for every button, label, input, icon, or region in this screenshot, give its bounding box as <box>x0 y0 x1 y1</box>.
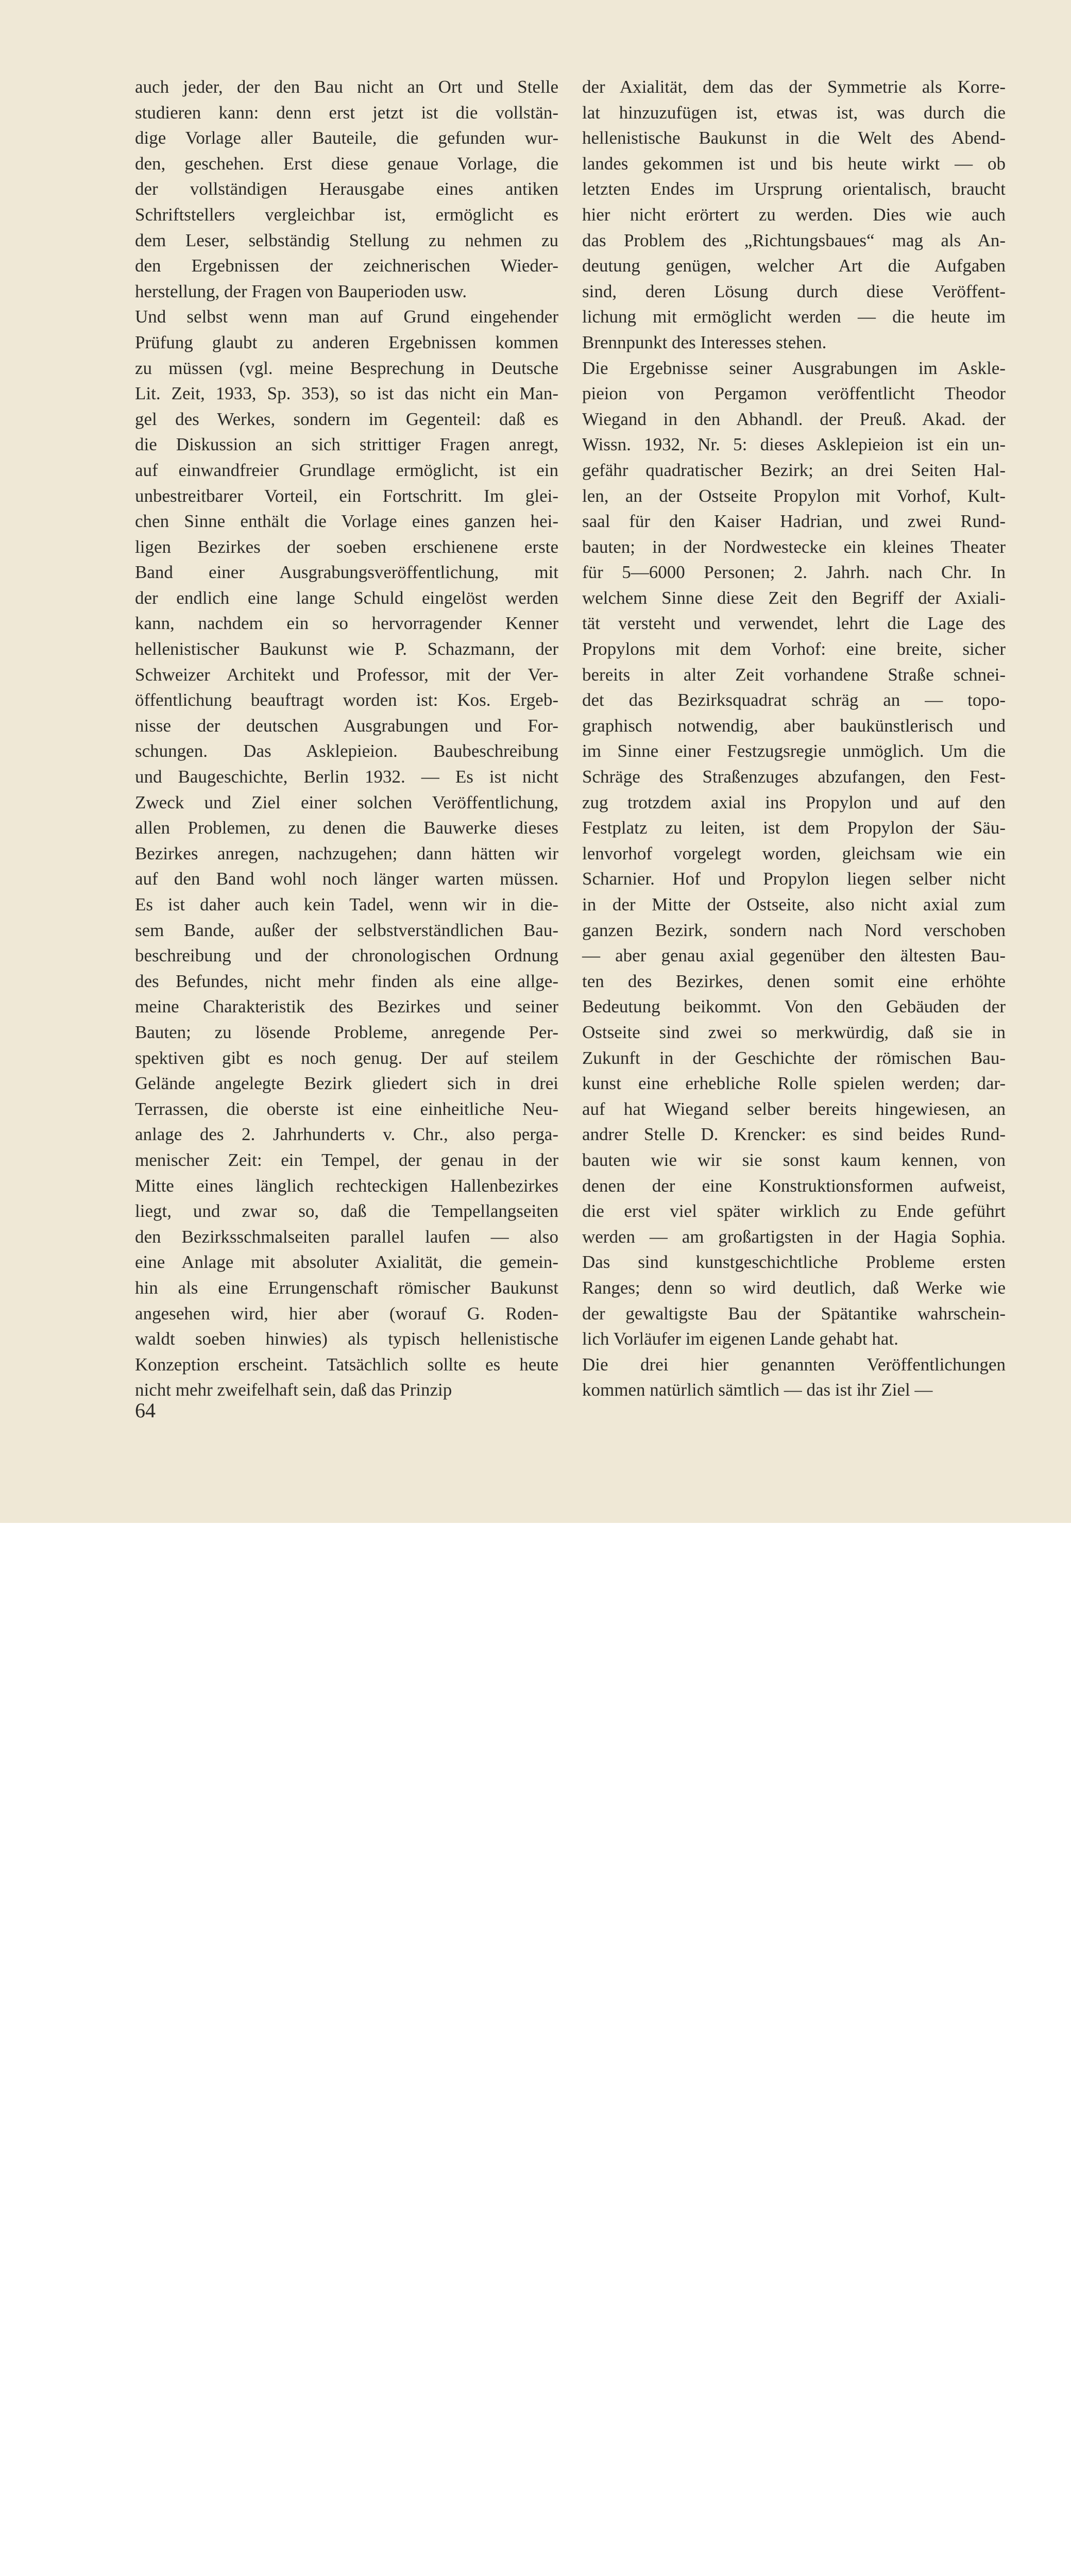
text-line: sem Bande, außer der selbstverständlichen Bau- <box>135 920 558 940</box>
library-footer <box>0 1523 1071 1620</box>
text-line: der gewaltigste Bau der Spätantike wahrschein- <box>582 1303 1006 1324</box>
text-line: Bezirkes anregen, nachzugehen; dann hätten wir <box>135 843 558 863</box>
text-line: Ranges; denn so wird deutlich, daß Werke wie <box>582 1277 1006 1298</box>
text-line: das Problem des „Richtungsbaues“ mag als An- <box>582 230 1006 250</box>
text-line: in der Mitte der Ostseite, also nicht axial zum <box>582 894 1006 914</box>
text-line: Propylons mit dem Vorhof: eine breite, sicher <box>582 639 1006 659</box>
text-line: für 5—6000 Personen; 2. Jahrh. nach Chr. In <box>582 562 1006 583</box>
text-line: gel des Werkes, sondern im Gegenteil: daß es <box>135 409 558 429</box>
text-line: waldt soeben hinwies) als typisch hellenistische <box>135 1329 558 1349</box>
text-line: landes gekommen ist und bis heute wirkt — ob <box>582 153 1006 174</box>
text-line: gefähr quadratischer Bezirk; an drei Seiten Hal- <box>582 460 1006 480</box>
text-line: auch jeder, der den Bau nicht an Ort und Stelle <box>135 77 558 97</box>
text-line: lichung mit ermöglicht werden — die heute im <box>582 307 1006 327</box>
text-line: unbestreitbarer Vorteil, ein Fortschritt. Im glei- <box>135 485 558 506</box>
text-line: Band einer Ausgrabungsveröffentlichung, mit <box>135 562 558 583</box>
text-line: eine Anlage mit absoluter Axialität, die gemein- <box>135 1252 558 1273</box>
text-line: sind, deren Lösung durch diese Veröffent- <box>582 281 1006 301</box>
text-line: hin als eine Errungenschaft römischer Baukunst <box>135 1277 558 1298</box>
text-line: Und selbst wenn man auf Grund eingehender <box>135 307 558 327</box>
text-line: bereits in alter Zeit vorhandene Straße schnei- <box>582 664 1006 685</box>
text-line: Mitte eines länglich rechteckigen Hallenbezirkes <box>135 1175 558 1196</box>
text-line: der endlich eine lange Schuld eingelöst werden <box>135 587 558 608</box>
text-line: und Baugeschichte, Berlin 1932. — Es ist nicht <box>135 767 558 787</box>
text-line: letzten Endes im Ursprung orientalisch, braucht <box>582 179 1006 199</box>
text-line: denen der eine Konstruktionsformen aufweist, <box>582 1175 1006 1196</box>
page-number: 64 <box>135 1399 156 1422</box>
text-line: deutung genügen, welcher Art die Aufgaben <box>582 256 1006 276</box>
text-line: herstellung, der Fragen von Bauperioden usw. <box>135 281 467 301</box>
text-line: den Bezirksschmalseiten parallel laufen — also <box>135 1226 558 1247</box>
text-line: des Befundes, nicht mehr finden als eine allge- <box>135 971 558 991</box>
text-line: tät versteht und verwendet, lehrt die Lage des <box>582 613 1006 634</box>
text-line: kommen natürlich sämtlich — das ist ihr Ziel — <box>582 1380 933 1400</box>
right-text-column <box>582 74 1006 1403</box>
text-line: allen Problemen, zu denen die Bauwerke dieses <box>135 818 558 838</box>
text-line: liegt, und zwar so, daß die Tempellangseiten <box>135 1201 558 1222</box>
text-line: der Axialität, dem das der Symmetrie als Korre- <box>582 77 1006 97</box>
text-line: schungen. Das Asklepieion. Baubeschreibung <box>135 741 558 761</box>
text-line: welchem Sinne diese Zeit den Begriff der Axiali- <box>582 587 1006 608</box>
text-line: lat hinzuzufügen ist, etwas ist, was durch die <box>582 102 1006 123</box>
text-line: den Ergebnissen der zeichnerischen Wieder- <box>135 256 558 276</box>
text-line: nicht mehr zweifelhaft sein, daß das Prinzip <box>135 1380 452 1400</box>
text-line: werden — am großartigsten in der Hagia Sophia. <box>582 1226 1006 1247</box>
text-line: Es ist daher auch kein Tadel, wenn wir in die- <box>135 894 558 914</box>
text-line: Die Ergebnisse seiner Ausgrabungen im Askle- <box>582 358 1006 378</box>
text-line: Brennpunkt des Interesses stehen. <box>582 332 827 352</box>
text-line: den, geschehen. Erst diese genaue Vorlage, die <box>135 153 558 174</box>
text-line: saal für den Kaiser Hadrian, und zwei Rund- <box>582 511 1006 532</box>
text-line: dige Vorlage aller Bauteile, die gefunden wur- <box>135 128 558 148</box>
text-line: Ostseite sind zwei so merkwürdig, daß sie in <box>582 1022 1006 1042</box>
text-line: die Diskussion an sich strittiger Fragen anregt, <box>135 434 558 455</box>
text-line: hellenistischer Baukunst wie P. Schazmann, der <box>135 639 558 659</box>
text-line: Zweck und Ziel einer solchen Veröffentlichung, <box>135 792 558 812</box>
text-line: Schriftstellers vergleichbar ist, ermöglicht es <box>135 204 558 225</box>
text-line: Prüfung glaubt zu anderen Ergebnissen kommen <box>135 332 558 352</box>
text-line: ten des Bezirkes, denen somit eine erhöhte <box>582 971 1006 991</box>
text-line: bauten wie wir sie sonst kaum kennen, von <box>582 1149 1006 1170</box>
text-line: Konzeption erscheint. Tatsächlich sollte es heute <box>135 1354 558 1375</box>
text-line: Scharnier. Hof und Propylon liegen selber nicht <box>582 869 1006 889</box>
left-text-column <box>135 74 558 1403</box>
text-line: Die drei hier genannten Veröffentlichungen <box>582 1354 1006 1375</box>
text-line: bauten; in der Nordwestecke ein kleines Theater <box>582 536 1006 557</box>
text-line: ganzen Bezirk, sondern nach Nord verschoben <box>582 920 1006 940</box>
text-line: pieion von Pergamon veröffentlicht Theodor <box>582 383 1006 404</box>
text-line: Terrassen, die oberste ist eine einheitliche Neu- <box>135 1098 558 1119</box>
text-line: beschreibung und der chronologischen Ordnung <box>135 945 558 966</box>
text-line: chen Sinne enthält die Vorlage eines ganzen hei- <box>135 511 558 532</box>
text-line: der vollständigen Herausgabe eines antiken <box>135 179 558 199</box>
text-line: Zukunft in der Geschichte der römischen Bau- <box>582 1047 1006 1068</box>
text-line: im Sinne einer Festzugsregie unmöglich. Um die <box>582 741 1006 761</box>
text-line: zu müssen (vgl. meine Besprechung in Deutsche <box>135 358 558 378</box>
text-line: kann, nachdem ein so hervorragender Kenner <box>135 613 558 634</box>
text-line: Lit. Zeit, 1933, Sp. 353), so ist das nicht ein Man- <box>135 383 558 404</box>
text-line: studieren kann: denn erst jetzt ist die vollstän- <box>135 102 558 123</box>
text-line: Gelände angelegte Bezirk gliedert sich in drei <box>135 1073 558 1094</box>
text-line: Bedeutung beikommt. Von den Gebäuden der <box>582 996 1006 1017</box>
text-line: ligen Bezirkes der soeben erschienene erste <box>135 536 558 557</box>
text-line: zug trotzdem axial ins Propylon und auf den <box>582 792 1006 812</box>
text-line: Festplatz zu leiten, ist dem Propylon der Säu- <box>582 818 1006 838</box>
text-line: menischer Zeit: ein Tempel, der genau in der <box>135 1149 558 1170</box>
text-line: öffentlichung beauftragt worden ist: Kos. Ergeb- <box>135 690 558 710</box>
text-line: meine Charakteristik des Bezirkes und seiner <box>135 996 558 1017</box>
text-line: Wiegand in den Abhandl. der Preuß. Akad. der <box>582 409 1006 429</box>
text-line: die erst viel später wirklich zu Ende geführt <box>582 1201 1006 1222</box>
text-line: lich Vorläufer im eigenen Lande gehabt hat. <box>582 1329 898 1349</box>
text-line: angesehen wird, hier aber (worauf G. Roden- <box>135 1303 558 1324</box>
text-line: hellenistische Baukunst in die Welt des Abend- <box>582 128 1006 148</box>
text-line: det das Bezirksquadrat schräg an — topo- <box>582 690 1006 710</box>
text-line: nisse der deutschen Ausgrabungen und For- <box>135 715 558 736</box>
text-line: anlage des 2. Jahrhunderts v. Chr., also perga- <box>135 1124 558 1145</box>
text-line: len, an der Ostseite Propylon mit Vorhof, Kult- <box>582 485 1006 506</box>
text-line: Das sind kunstgeschichtliche Probleme ersten <box>582 1252 1006 1273</box>
text-line: Wissn. 1932, Nr. 5: dieses Asklepieion ist ein un- <box>582 434 1006 455</box>
text-line: auf den Band wohl noch länger warten müssen. <box>135 869 558 889</box>
text-line: Bauten; zu lösende Probleme, anregende Per- <box>135 1022 558 1042</box>
text-line: andrer Stelle D. Krencker: es sind beides Rund- <box>582 1124 1006 1145</box>
text-line: Schräge des Straßenzuges abzufangen, den Fest- <box>582 767 1006 787</box>
text-line: Schweizer Architekt und Professor, mit der Ver- <box>135 664 558 685</box>
text-line: lenvorhof vorgelegt worden, gleichsam wie ein <box>582 843 1006 863</box>
text-line: spektiven gibt es noch genug. Der auf steilem <box>135 1047 558 1068</box>
text-line: kunst eine erhebliche Rolle spielen werden; dar- <box>582 1073 1006 1094</box>
text-line: hier nicht erörtert zu werden. Dies wie auch <box>582 204 1006 225</box>
text-line: auf hat Wiegand selber bereits hingewiesen, an <box>582 1098 1006 1119</box>
text-line: auf einwandfreier Grundlage ermöglicht, ist ein <box>135 460 558 480</box>
text-line: — aber genau axial gegenüber den ältesten Bau- <box>582 945 1006 966</box>
text-line: dem Leser, selbständig Stellung zu nehmen zu <box>135 230 558 250</box>
text-line: graphisch notwendig, aber baukünstlerisch und <box>582 715 1006 736</box>
